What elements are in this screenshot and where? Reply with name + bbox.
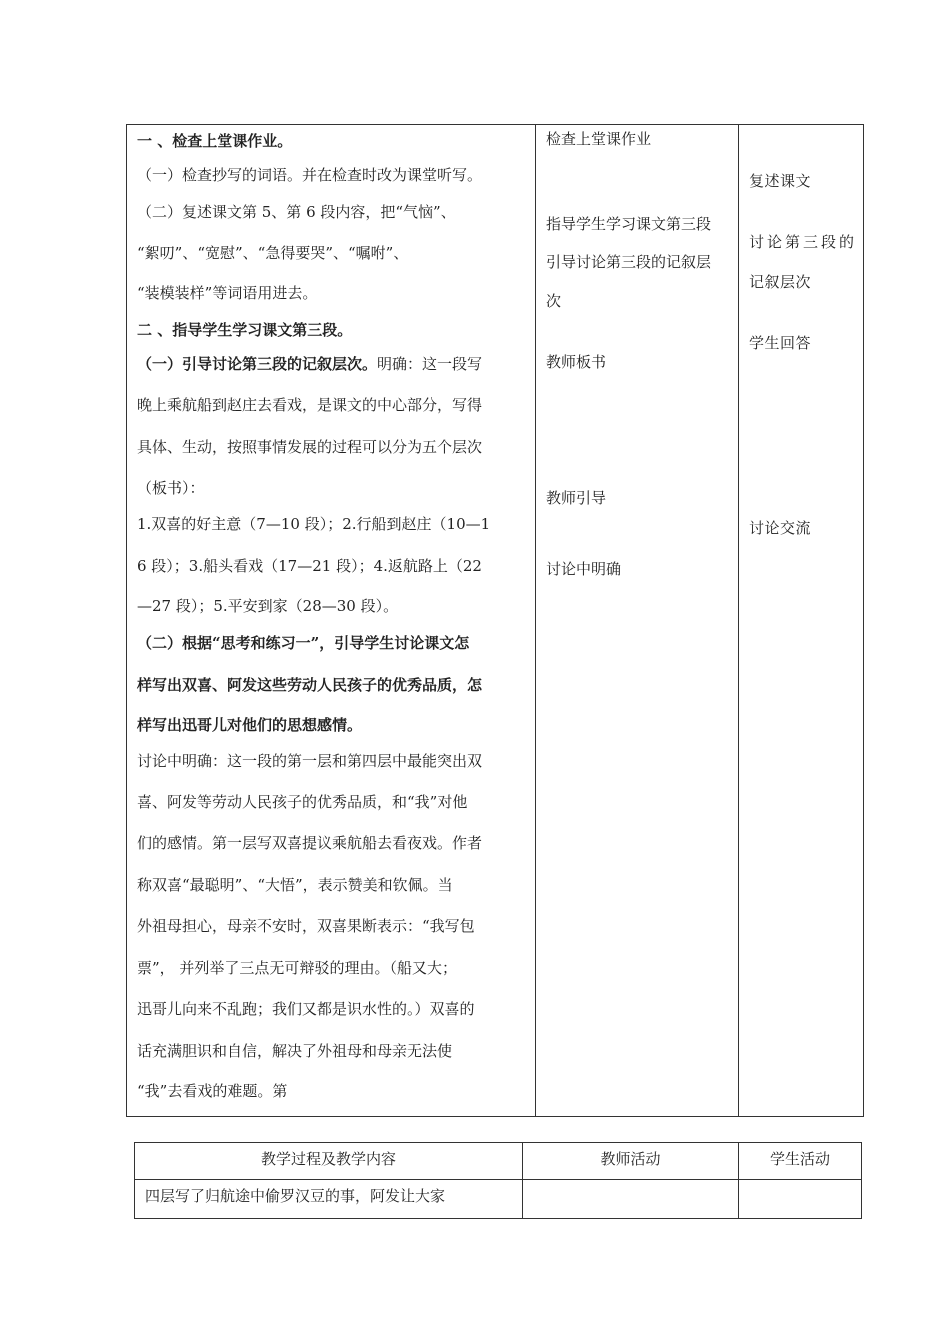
content-line: 晚上乘航船到赵庄去看戏，是课文的中心部分，写得	[137, 396, 483, 414]
student-activity-item: 讨论交流	[749, 519, 812, 537]
content-line: （板书）：	[137, 479, 205, 497]
teacher-activity-item: 引导讨论第三段的记叙层	[546, 253, 712, 271]
teacher-activity-item: 教师引导	[546, 489, 607, 507]
content-line: 具体、生动，按照事情发展的过程可以分为五个层次	[137, 438, 483, 456]
student-activity-item: 讨论第三段的	[749, 233, 858, 251]
row-divider	[135, 1179, 861, 1180]
teaching-content-column	[127, 125, 536, 1116]
content-line: 喜、阿发等劳动人民孩子的优秀品质，和“我”对他	[137, 793, 468, 811]
content-line: 迅哥儿向来不乱跑；我们又都是识水性的。）双喜的	[137, 1000, 475, 1018]
content-text: 明确：这一段写	[377, 355, 483, 373]
section-heading: 二 、指导学生学习课文第三段。	[137, 321, 353, 339]
content-line: —27 段）；5.平安到家（28—30 段）。	[137, 597, 399, 615]
subsection-heading: 样写出迅哥儿对他们的思想感情。	[137, 716, 363, 734]
content-line: 话充满胆识和自信，解决了外祖母和母亲无法使	[137, 1042, 453, 1060]
teacher-activity-column	[536, 125, 739, 1116]
subsection-heading: 样写出双喜、阿发这些劳动人民孩子的优秀品质，怎	[137, 676, 483, 694]
teacher-activity-item: 教师板书	[546, 353, 607, 371]
content-line: 6 段）；3.船头看戏（17—21 段）；4.返航路上（22	[137, 557, 482, 575]
student-activity-column	[739, 125, 863, 1116]
teacher-activity-item: 检查上堂课作业	[546, 130, 652, 148]
content-line: “絮叨”、“宽慰”、“急得要哭”、“嘱咐”、	[137, 244, 409, 262]
header-teaching-content: 教学过程及教学内容	[260, 1150, 396, 1168]
content-line: （二）复述课文第 5、第 6 段内容，把“气恼”、	[137, 203, 456, 221]
content-line: （一）检查抄写的词语。并在检查时改为课堂听写。	[137, 166, 483, 184]
header-student-activity: 学生活动	[769, 1150, 830, 1168]
content-line: 讨论中明确：这一段的第一层和第四层中最能突出双	[137, 752, 483, 770]
subsection-heading: （一）引导讨论第三段的记叙层次。	[137, 355, 378, 373]
content-line: 1.双喜的好主意（7—10 段）；2.行船到赵庄（10—1	[137, 515, 491, 533]
lesson-table	[126, 124, 864, 1117]
content-line	[137, 354, 482, 374]
header-teacher-activity: 教师活动	[600, 1150, 661, 1168]
content-line: “装模装样”等词语用进去。	[137, 284, 318, 302]
content-line: 们的感情。第一层写双喜提议乘航船去看夜戏。作者	[137, 834, 483, 852]
section-heading: 一 、检查上堂课作业。	[137, 132, 293, 150]
content-line: 票”， 并列举了三点无可辩驳的理由。（船又大；	[137, 959, 457, 977]
student-activity-item: 记叙层次	[749, 273, 812, 291]
student-activity-item: 学生回答	[749, 334, 812, 352]
subsection-heading: （二）根据“思考和练习一”，引导学生讨论课文怎	[137, 634, 470, 652]
content-line: “我”去看戏的难题。第	[137, 1082, 288, 1100]
content-line: 外祖母担心，母亲不安时，双喜果断表示：“我写包	[137, 917, 475, 935]
next-page-table	[134, 1142, 862, 1219]
content-line: 四层写了归航途中偷罗汉豆的事，阿发让大家	[145, 1187, 446, 1205]
teacher-activity-item: 指导学生学习课文第三段	[546, 215, 712, 233]
teacher-activity-item: 讨论中明确	[546, 560, 622, 578]
student-activity-item: 复述课文	[749, 172, 812, 190]
teacher-activity-item: 次	[546, 292, 562, 310]
content-line: 称双喜“最聪明”、“大悟”，表示赞美和钦佩。当	[137, 876, 453, 894]
